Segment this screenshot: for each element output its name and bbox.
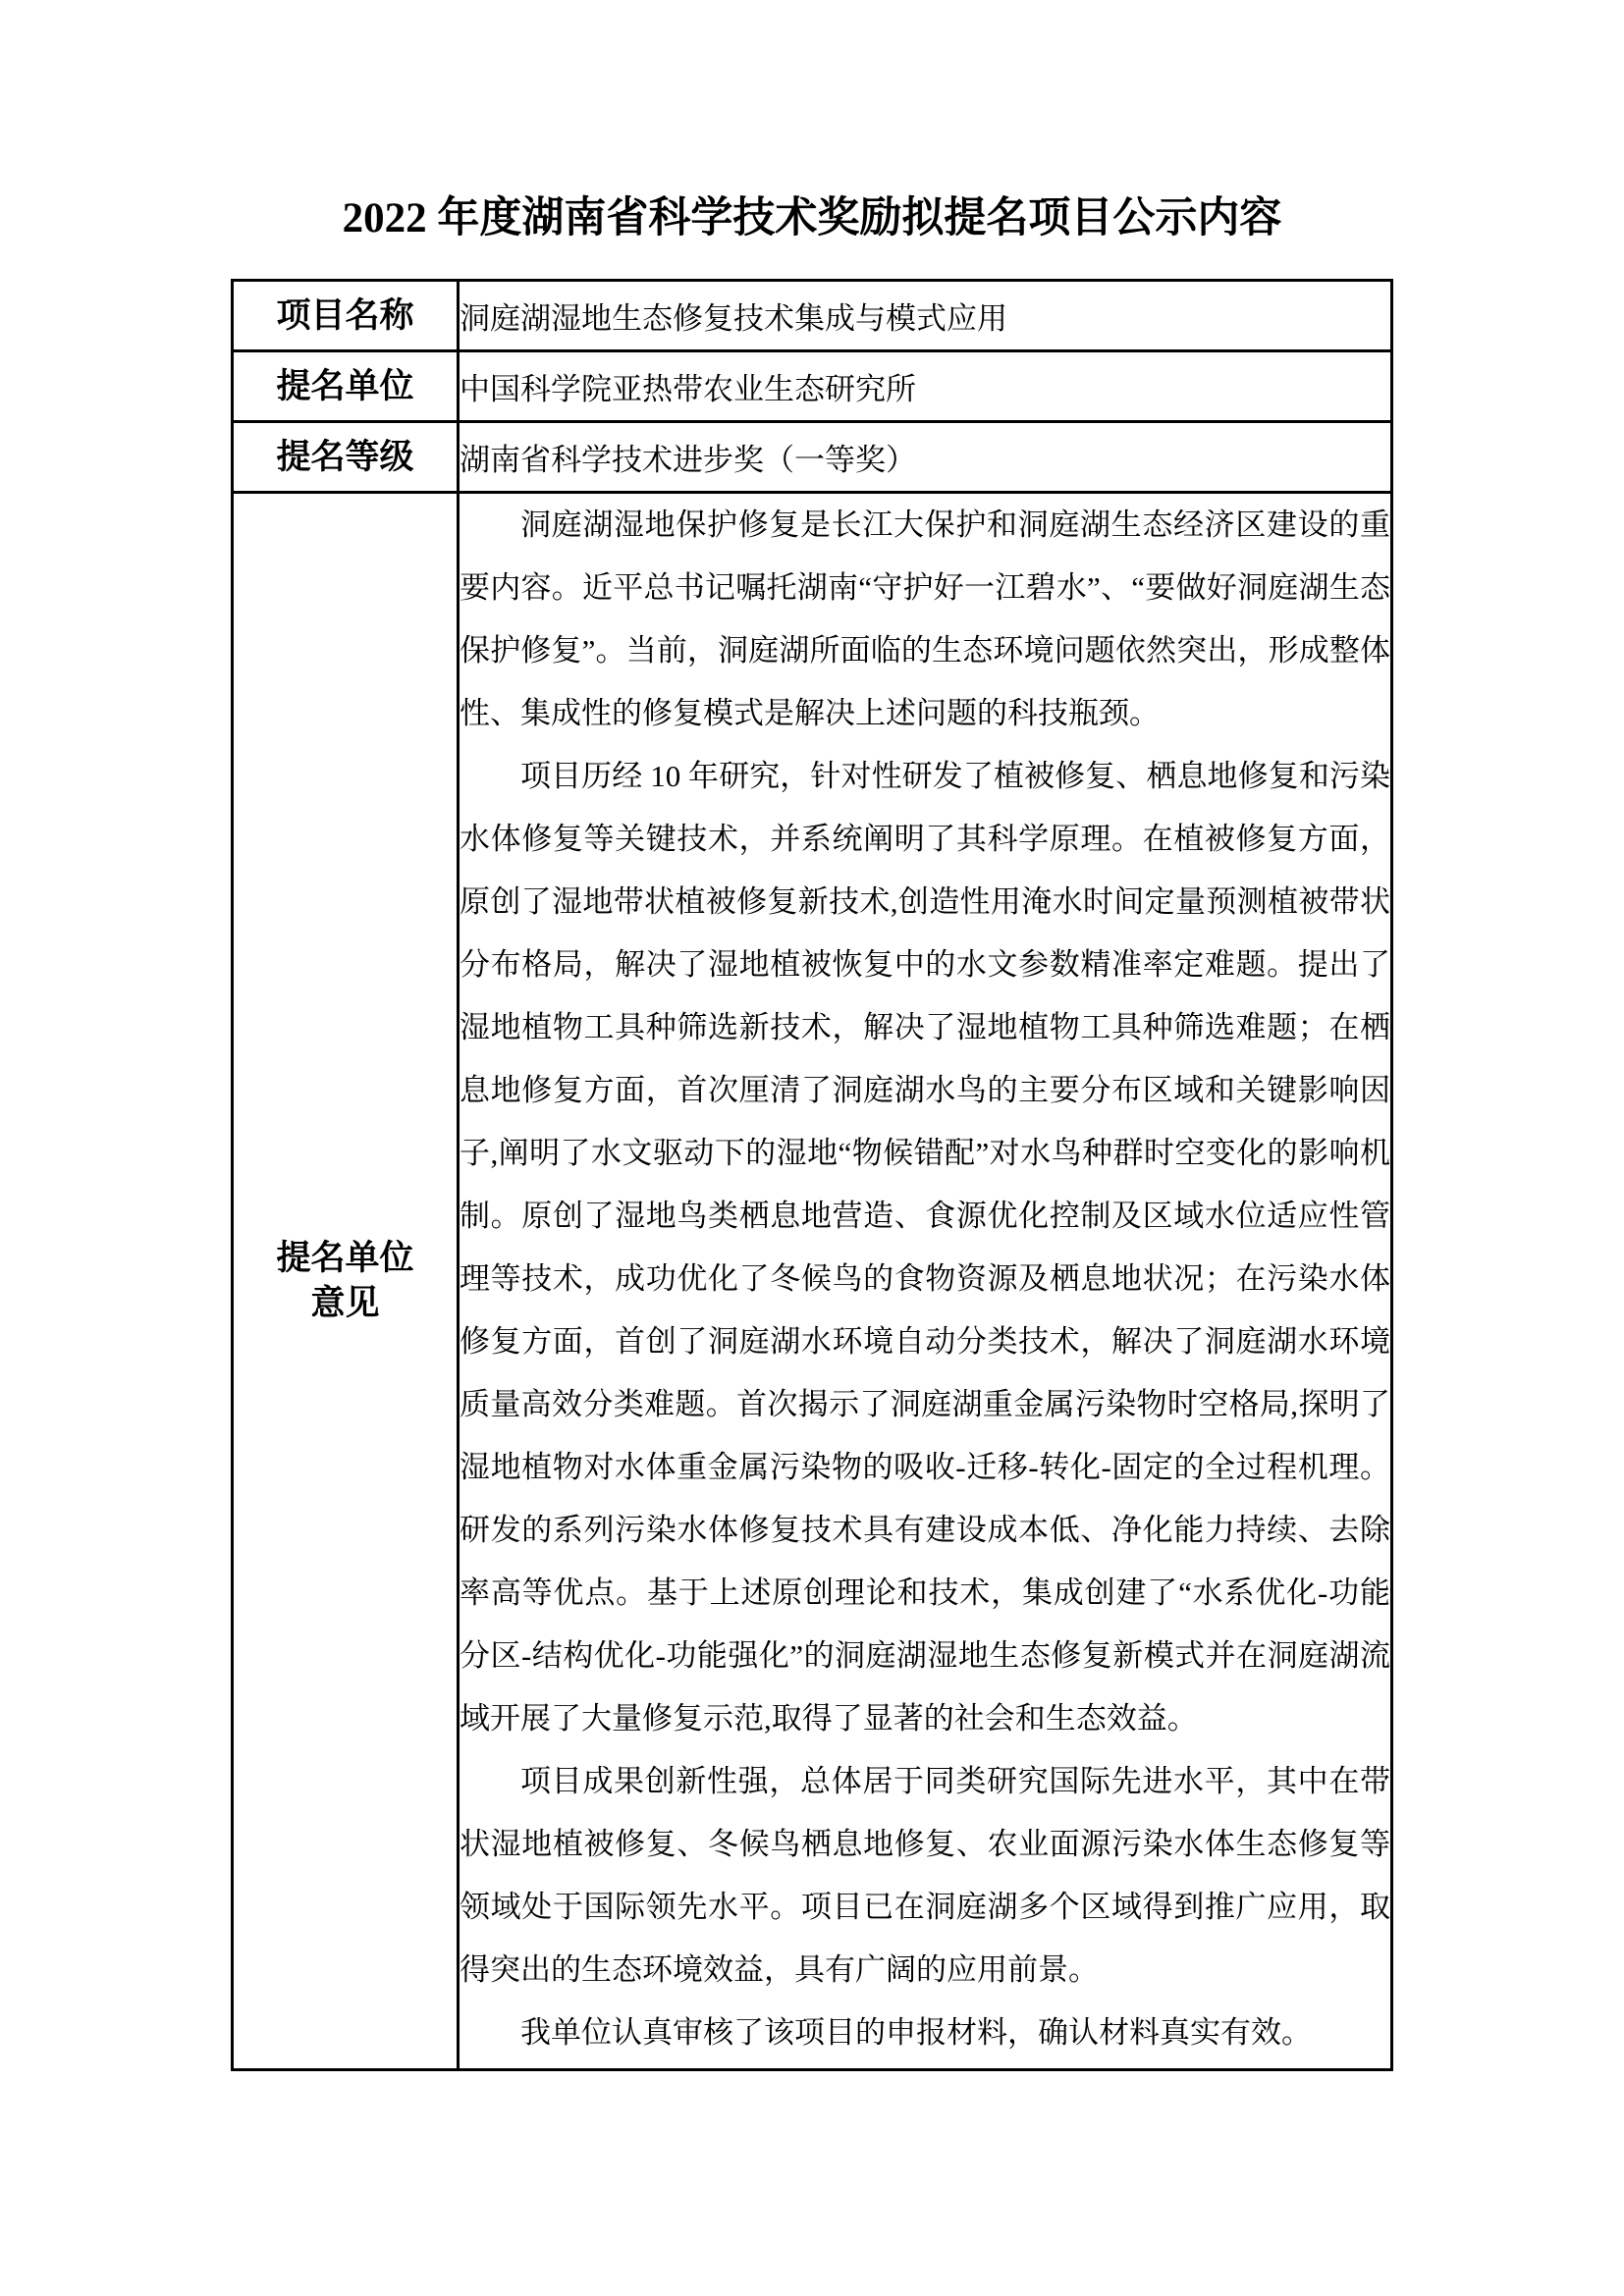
- opinion-paragraph-4: 我单位认真审核了该项目的申报材料，确认材料真实有效。: [520, 2015, 1312, 2050]
- opinion-paragraph-3: 项目成果创新性强，总体居于同类研究国际先进水平，其中在带状湿地植被修复、冬候鸟栖息地修复、农业面源污染水体生态修复等领域处于国际领先水平。项目已在洞庭湖多个区域得到推广应用，取得突出的生态环境效益，具有广阔的应用前景。: [460, 1764, 1390, 1987]
- project-name-label: 项目名称: [233, 281, 459, 351]
- table-row-opinion: [233, 493, 1392, 2070]
- opinion-label-line2: 意见: [310, 1284, 380, 1322]
- opinion-content: [459, 493, 1392, 2070]
- opinion-label-line1: 提名单位: [276, 1239, 414, 1277]
- table-row-project-name: [233, 281, 1392, 351]
- page-title: 2022 年度湖南省科学技术奖励拟提名项目公示内容: [342, 195, 1282, 241]
- nomination-grade-label: 提名等级: [233, 422, 459, 493]
- project-name-value: 洞庭湖湿地生态修复技术集成与模式应用: [459, 281, 1392, 351]
- nominating-unit-value: 中国科学院亚热带农业生态研究所: [459, 351, 1392, 422]
- nominating-unit-label: 提名单位: [233, 351, 459, 422]
- opinion-label: [233, 493, 459, 2070]
- table-row-nominating-unit: [233, 351, 1392, 422]
- nomination-table: [231, 279, 1393, 2071]
- opinion-paragraph-2: 项目历经 10 年研究，针对性研发了植被修复、栖息地修复和污染水体修复等关键技术，并系统阐明了其科学原理。在植被修复方面，原创了湿地带状植被修复新技术,创造性用淹水时间定量预测植被带状分布格局，解决了湿地植被恢复中的水文参数精准率定难题。提出了湿地植物工具种筛选新技术，解决了湿地植物工具种筛选难题；在栖息地修复方面，首次厘清了洞庭湖水鸟的主要分布区域和关键影响因子,阐明了水文驱动下的湿地“物候错配”对水鸟种群时空变化的影响机制。原创了湿地鸟类栖息地营造、食源优化控制及区域水位适应性管理等技术，成功优化了冬候鸟的食物资源及栖息地状况；在污染水体修复方面，首创了洞庭湖水环境自动分类技术，解决了洞庭湖水环境质量高效分类难题。首次揭示了洞庭湖重金属污染物时空格局,探明了湿地植物对水体重金属污染物的吸收-迁移-转化-固定的全过程机理。研发的系列污染水体修复技术具有建设成本低、净化能力持续、去除率高等优点。基于上述原创理论和技术，集成创建了“水系优化-功能分区-结构优化-功能强化”的洞庭湖湿地生态修复新模式并在洞庭湖流域开展了大量修复示范,取得了显著的社会和生态效益。: [460, 759, 1390, 1735]
- opinion-paragraph-1: 洞庭湖湿地保护修复是长江大保护和洞庭湖生态经济区建设的重要内容。近平总书记嘱托湖南“守护好一江碧水”、“要做好洞庭湖生态保护修复”。当前，洞庭湖所面临的生态环境问题依然突出，形成整体性、集成性的修复模式是解决上述问题的科技瓶颈。: [460, 507, 1390, 730]
- table-row-nomination-grade: [233, 422, 1392, 493]
- nomination-grade-value: 湖南省科学技术进步奖（一等奖）: [459, 422, 1392, 493]
